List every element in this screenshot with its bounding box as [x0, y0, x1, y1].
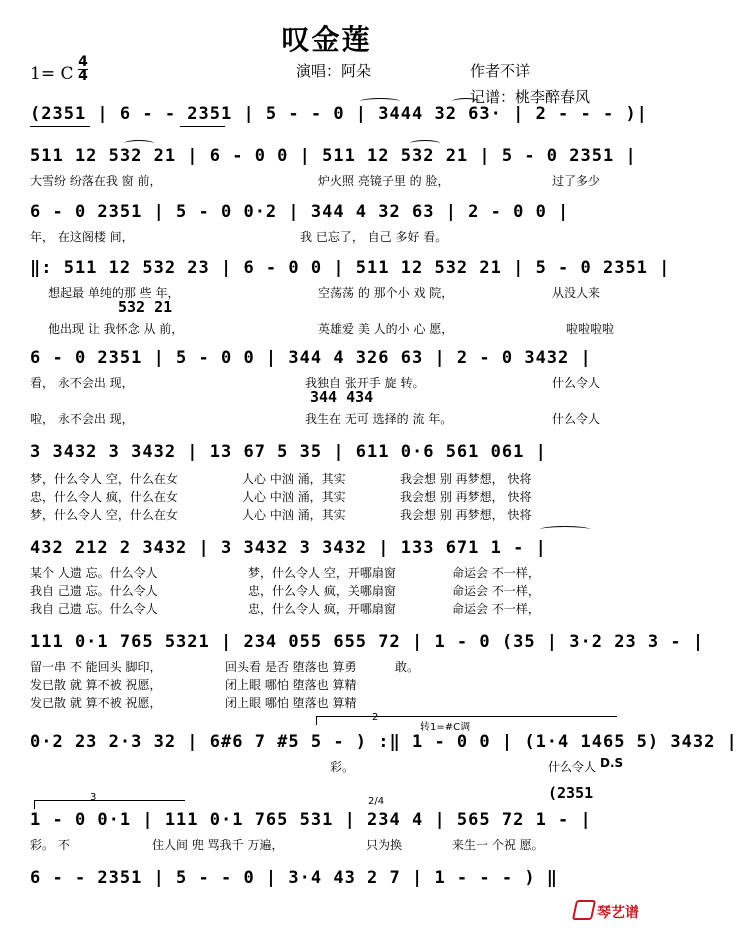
singer: 演唱：阿朵	[296, 62, 372, 80]
lyric-line: 留一串 不 能回头 脚印，	[30, 660, 162, 674]
lyric-line-verse3: 命运会 不一样，	[452, 602, 540, 616]
volta-bracket	[34, 800, 185, 809]
lyric-line-verse3: 梦，什么令人 空，什么在女	[30, 508, 178, 522]
key-signature: 1= C	[30, 64, 74, 84]
lyric-line-verse2: 命运会 不一样，	[452, 584, 540, 598]
lyric-line: 回头看 是否 堕落也 算勇	[225, 660, 357, 674]
lyric-line-verse2: 英雄爱 美 人的小 心 愿，	[318, 322, 454, 336]
music-row-5	[30, 442, 626, 464]
lyric-line: 来生一 个祝 愿。	[452, 838, 544, 852]
meter-change: 2/4	[368, 796, 385, 807]
slur	[540, 526, 590, 533]
notes: 6 - 0 2351 | 5 - 0 0·2 | 344 4 32 63 | 2 - 0 0 |	[30, 202, 570, 222]
intro-notes: (2351	[548, 784, 594, 802]
notes: 432 212 2 3432 | 3 3432 3 3432 | 133 671 1 - |	[30, 538, 547, 558]
beam	[30, 126, 90, 127]
music-row-2	[30, 202, 626, 224]
lyric-line-verse2: 我生在 无可 选择的 流 年。	[305, 412, 453, 426]
lyric-line-verse2: 啦啦啦啦	[566, 322, 615, 336]
lyric-line: 敢。	[395, 660, 420, 674]
lyric-line: 彩。	[330, 760, 355, 774]
lyric-line: 梦，什么令人 空，什么在女	[30, 472, 178, 486]
music-row-0	[30, 104, 648, 126]
lyric-line: 炉火照 亮镜子里 的 脸，	[318, 174, 450, 188]
notes: 0·2 23 2·3 32 | 6#6 7 #5 5 - ) :‖ 1 - 0 0 | (1·4 1465 5) 3432 |	[30, 732, 738, 752]
logo-text: 琴艺谱	[597, 905, 639, 921]
lyric-line-verse2: 忠，什么令人 疯，关哪扇窗	[248, 584, 396, 598]
lyric-line: 过了多少	[552, 174, 601, 188]
lyric-line: 大雪纷 纷落在我 窗 前，	[30, 174, 162, 188]
lyric-line: 我 已忘了， 自己 多好 看。	[300, 230, 448, 244]
notes: ‖: 511 12 532 23 | 6 - 0 0 | 511 12 532 21 | 5 - 0 2351 |	[30, 258, 671, 278]
lyric-line-verse2: 什么令人	[552, 412, 601, 426]
modulation-annotation: 转1=#C调	[420, 722, 471, 733]
beam	[180, 126, 225, 127]
slur	[360, 98, 400, 105]
lyric-line: 彩。 不	[30, 838, 70, 852]
variant-notes: 344 434	[310, 388, 374, 406]
notes: 6 - 0 2351 | 5 - 0 0 | 344 4 326 63 | 2 - 0 3432 |	[30, 348, 592, 368]
lyric-line: 命运会 不一样，	[452, 566, 540, 580]
lyric-line-verse3: 我自 己遗 忘。什么令人	[30, 602, 158, 616]
lyric-line: 某个 人遗 忘。什么令人	[30, 566, 158, 580]
lyric-line-verse2: 发已散 就 算不被 祝愿，	[30, 678, 162, 692]
author: 作者不详	[470, 62, 531, 80]
lyric-line: 想起最 单纯的那 些 年，	[48, 286, 180, 300]
notes: (2351 | 6 - - 2351 | 5 - - 0 | 3444 32 63· | 2 - - - )|	[30, 104, 648, 124]
music-row-7	[30, 632, 705, 654]
music-row-4	[30, 348, 626, 370]
lyric-line: 住人间 兜 骂我千 万遍，	[152, 838, 284, 852]
lyric-line-verse2: 我会想 别 再梦想， 快将	[400, 490, 532, 504]
music-row-1	[30, 146, 637, 168]
time-signature	[78, 56, 88, 83]
volta-number: 3	[90, 792, 97, 803]
lyric-line-verse3: 闭上眼 哪怕 堕落也 算精	[225, 696, 357, 710]
music-row-9	[30, 810, 626, 832]
lyric-line: 梦，什么令人 空，开哪扇窗	[248, 566, 396, 580]
lyric-line: 看， 永不会出 现，	[30, 376, 134, 390]
lyric-line: 什么令人	[552, 376, 601, 390]
volta-number: 2	[372, 712, 379, 723]
time-signature-top: 4	[78, 54, 88, 70]
lyric-line: 人心 中汹 涌，其实	[242, 472, 346, 486]
lyric-line: 只为换	[366, 838, 403, 852]
lyric-line-verse3: 我会想 别 再梦想， 快将	[400, 508, 532, 522]
music-row-6	[30, 538, 626, 560]
notes: 6 - - 2351 | 5 - - 0 | 3·4 43 2 7 | 1 - - - ) ‖	[30, 868, 559, 888]
time-signature-bottom: 4	[78, 68, 88, 84]
lyric-line-verse2: 他出现 让 我怀念 从 前，	[48, 322, 184, 336]
dal-segno: D.S	[600, 756, 624, 770]
logo-mark-icon	[572, 900, 596, 920]
music-row-10	[30, 868, 626, 890]
lyric-line-verse2: 啦， 永不会出 现，	[30, 412, 134, 426]
lyric-line-verse3: 人心 中汹 涌，其实	[242, 508, 346, 522]
lyric-line: 从没人来	[552, 286, 601, 300]
lyric-line: 我会想 别 再梦想， 快将	[400, 472, 532, 486]
notes: 1 - 0 0·1 | 111 0·1 765 531 | 234 4 | 565 72 1 - |	[30, 810, 592, 830]
music-row-8	[30, 732, 738, 754]
slur	[124, 140, 154, 147]
site-logo	[574, 900, 639, 922]
lyric-line: 什么令人	[548, 760, 597, 774]
slur	[410, 140, 440, 147]
lyric-line-verse2: 人心 中汹 涌，其实	[242, 490, 346, 504]
notes: 511 12 532 21 | 6 - 0 0 | 511 12 532 21 | 5 - 0 2351 |	[30, 146, 637, 166]
lyric-line-verse2: 忠，什么令人 疯，什么在女	[30, 490, 178, 504]
notes: 111 0·1 765 5321 | 234 055 655 72 | 1 - 0 (35 | 3·2 23 3 - |	[30, 632, 705, 652]
lyric-line: 空荡荡 的 那个小 戏 院，	[318, 286, 454, 300]
recorder: 记谱：桃李醉春风	[470, 88, 591, 106]
lyric-line: 年， 在这阁楼 间，	[30, 230, 134, 244]
notes: 3 3432 3 3432 | 13 67 5 35 | 611 0·6 561 061 |	[30, 442, 547, 462]
lyric-line: 我独自 张开手 旋 转。	[305, 376, 425, 390]
lyric-line-verse2: 闭上眼 哪怕 堕落也 算精	[225, 678, 357, 692]
variant-notes: 532 21	[118, 298, 173, 316]
song-title: 叹金莲	[281, 23, 372, 56]
lyric-line-verse3: 忠，什么令人 疯，开哪扇窗	[248, 602, 396, 616]
music-row-3	[30, 258, 671, 280]
lyric-line-verse2: 我自 己遗 忘。什么令人	[30, 584, 158, 598]
slur	[452, 98, 480, 105]
lyric-line-verse3: 发已散 就 算不被 祝愿，	[30, 696, 162, 710]
